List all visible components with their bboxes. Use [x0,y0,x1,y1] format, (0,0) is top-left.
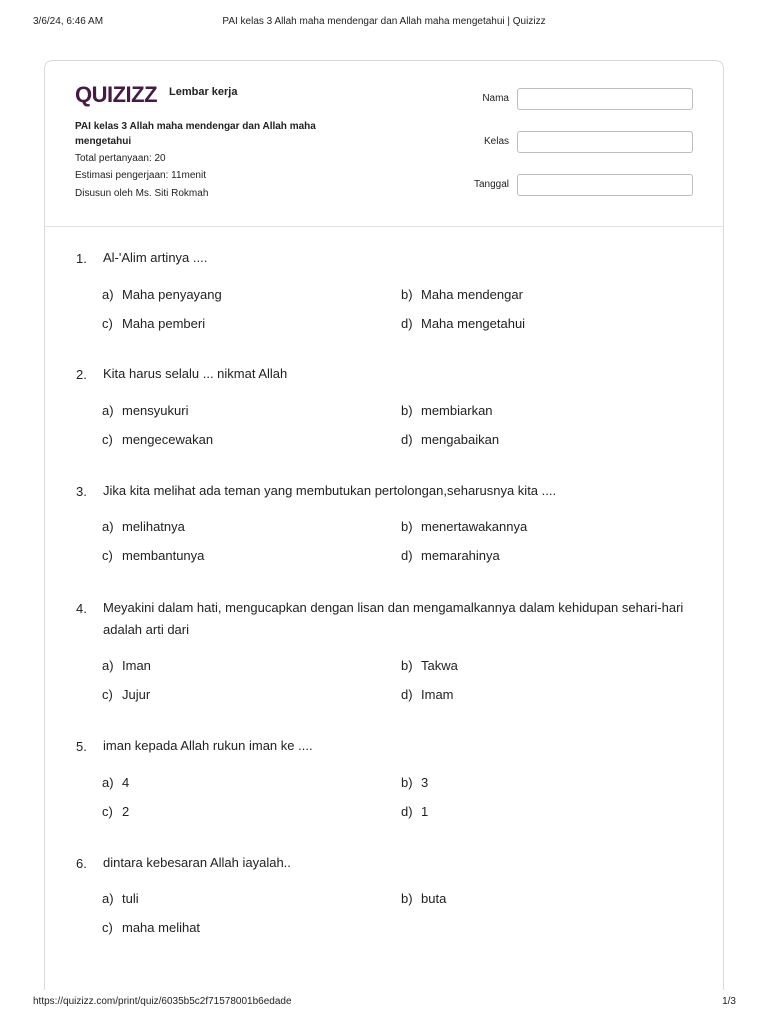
option-letter: b) [401,287,413,302]
option-text: melihatnya [122,519,185,534]
option-c [102,548,204,563]
question-number: 2. [76,367,87,382]
option-letter: c) [102,687,113,702]
print-url: https://quizizz.com/print/quiz/6035b5c2f71578001b6edade [33,996,292,1007]
option-letter: b) [401,891,413,906]
option-d [401,804,428,819]
option-text: mengecewakan [122,432,214,447]
option-letter: d) [401,804,413,819]
option-text: Imam [421,687,454,702]
option-text: 3 [421,775,429,790]
option-a [102,287,222,302]
option-letter: d) [401,548,413,563]
option-text: memarahinya [421,548,500,563]
option-b [401,287,523,302]
author: Disusun oleh Ms. Siti Rokmah [75,188,209,199]
kelas-input[interactable] [517,131,693,153]
print-date: 3/6/24, 6:46 AM [33,16,104,27]
option-c [102,316,205,331]
question-number: 6. [76,856,87,871]
print-header [0,16,768,30]
option-a [102,403,188,418]
option-text: menertawakannya [421,519,528,534]
nama-input[interactable] [517,88,693,110]
worksheet-sheet [44,60,724,990]
option-c [102,432,213,447]
option-letter: c) [102,920,113,935]
question-text: dintara kebesaran Allah iayalah.. [103,855,291,870]
question-number: 4. [76,601,87,616]
option-letter: a) [102,519,114,534]
quizizz-logo [75,81,163,107]
print-footer [0,996,768,1010]
total-questions: Total pertanyaan: 20 [75,153,166,164]
question-text: Meyakini dalam hati, mengucapkan dengan lisan dan mengamalkannya dalam kehidupan sehari-hari adalah arti dari [103,600,684,637]
option-text: buta [421,891,447,906]
option-letter: a) [102,287,114,302]
question-text: iman kepada Allah rukun iman ke .... [103,738,313,753]
option-letter: a) [102,775,114,790]
option-letter: d) [401,432,413,447]
option-letter: b) [401,775,413,790]
option-letter: b) [401,658,413,673]
question-number: 5. [76,739,87,754]
option-a [102,519,185,534]
page-number: 1/3 [722,996,736,1007]
estimated-time: Estimasi pengerjaan: 11menit [75,170,206,181]
nama-label: Nama [482,93,509,104]
option-c [102,920,200,935]
option-text: Iman [122,658,151,673]
option-text: Maha pemberi [122,316,206,331]
tanggal-input[interactable] [517,174,693,196]
option-text: 1 [421,804,429,819]
option-text: maha melihat [122,920,201,935]
option-b [401,775,428,790]
option-a [102,891,139,906]
question-number: 1. [76,251,87,266]
option-text: Jujur [122,687,151,702]
option-text: Takwa [421,658,458,673]
option-d [401,687,454,702]
option-b [401,891,446,906]
option-letter: c) [102,804,113,819]
option-d [401,548,500,563]
option-b [401,403,493,418]
option-text: Maha penyayang [122,287,222,302]
option-text: membantunya [122,548,205,563]
option-c [102,687,150,702]
option-c [102,804,129,819]
worksheet-label: Lembar kerja [169,86,238,98]
option-letter: d) [401,316,413,331]
question-number: 3. [76,484,87,499]
worksheet-header [45,61,723,227]
print-document-title: PAI kelas 3 Allah maha mendengar dan Allah maha mengetahui | Quizizz [222,16,546,27]
quiz-title: PAI kelas 3 Allah maha mendengar dan Allah maha mengetahui [75,121,316,147]
option-letter: b) [401,403,413,418]
question-text: Al-'Alim artinya .... [103,250,208,265]
quizizz-logo-wordmark: QUIZIZZ [75,82,158,107]
option-text: 4 [122,775,130,790]
option-a [102,775,129,790]
option-text: Maha mendengar [421,287,523,302]
option-text: mengabaikan [421,432,500,447]
question-text: Kita harus selalu ... nikmat Allah [103,366,288,381]
option-letter: c) [102,316,113,331]
question-text: Jika kita melihat ada teman yang membutukan pertolongan,seharusnya kita .... [103,483,557,498]
option-d [401,316,525,331]
option-letter: a) [102,658,114,673]
option-letter: a) [102,891,114,906]
tanggal-label: Tanggal [473,179,509,190]
option-text: Maha mengetahui [421,316,526,331]
option-letter: a) [102,403,114,418]
option-text: 2 [122,804,130,819]
option-d [401,432,499,447]
kelas-label: Kelas [483,136,509,147]
option-text: mensyukuri [122,403,189,418]
option-text: tuli [122,891,139,906]
option-b [401,519,527,534]
option-b [401,658,458,673]
option-letter: c) [102,548,113,563]
option-letter: b) [401,519,413,534]
option-letter: d) [401,687,413,702]
option-a [102,658,151,673]
option-letter: c) [102,432,113,447]
option-text: membiarkan [421,403,493,418]
